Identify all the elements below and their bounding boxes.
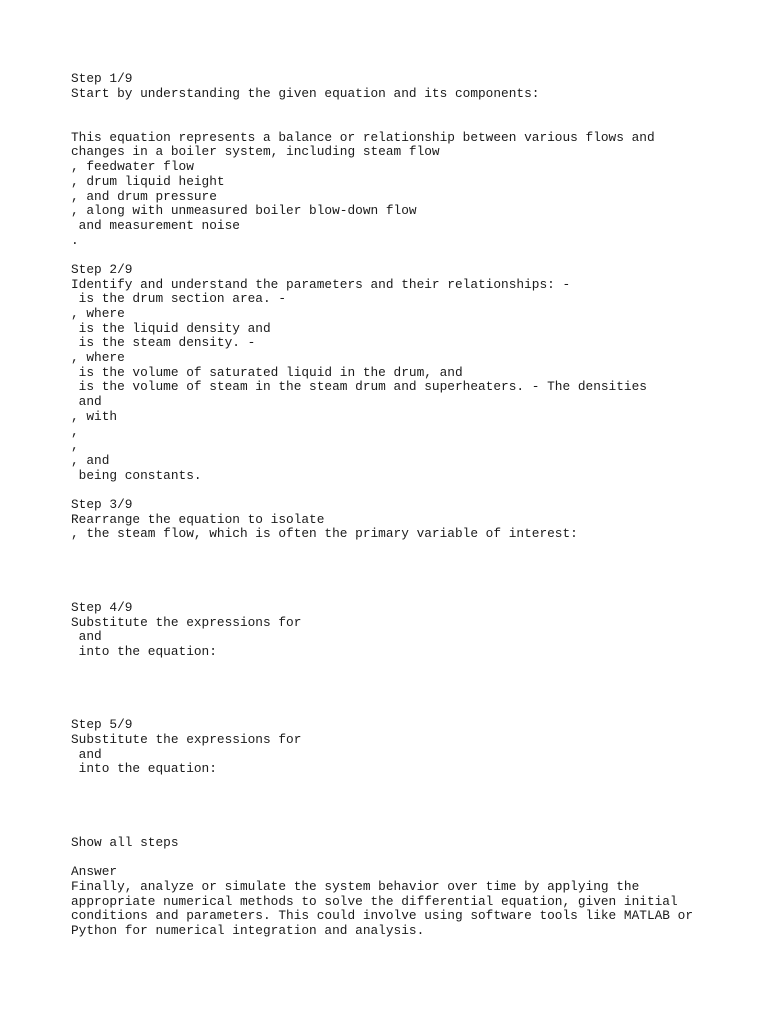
step-5-line: and bbox=[71, 746, 102, 762]
answer-line: Finally, analyze or simulate the system behavior over time by applying the bbox=[71, 878, 640, 894]
step-2-line: and bbox=[71, 394, 102, 410]
step-2-line: , bbox=[71, 438, 79, 454]
solution-document bbox=[71, 72, 751, 939]
answer-heading: Answer bbox=[71, 864, 118, 880]
step-1-intro: Start by understanding the given equation and its components: bbox=[71, 85, 540, 101]
step-2-line: , bbox=[71, 423, 79, 439]
step-2-line: is the liquid density and bbox=[71, 320, 271, 336]
step-1-line: , and drum pressure bbox=[71, 188, 217, 204]
step-1-line: changes in a boiler system, including steam flow bbox=[71, 144, 440, 160]
step-1-line: and measurement noise bbox=[71, 217, 240, 233]
section-gap bbox=[71, 483, 751, 498]
section-gap bbox=[71, 248, 751, 263]
step-1-line: . bbox=[71, 232, 79, 248]
answer-section bbox=[71, 865, 751, 938]
step-4-heading: Step 4/9 bbox=[71, 599, 133, 615]
step-3-line: Rearrange the equation to isolate bbox=[71, 511, 325, 527]
step-1-heading: Step 1/9 bbox=[71, 71, 133, 86]
step-2-line: is the volume of saturated liquid in the drum, and bbox=[71, 364, 463, 380]
step-2-line: is the drum section area. - bbox=[71, 291, 287, 307]
step-5-line: Substitute the expressions for bbox=[71, 732, 302, 748]
equation-placeholder bbox=[71, 101, 751, 130]
answer-line: conditions and parameters. This could involve using software tools like MATLAB or bbox=[71, 908, 694, 924]
step-2-line: , with bbox=[71, 408, 118, 424]
step-4-line: into the equation: bbox=[71, 643, 217, 659]
step-2-line: Identify and understand the parameters and their relationships: - bbox=[71, 276, 571, 292]
step-4-line: and bbox=[71, 629, 102, 645]
section-gap bbox=[71, 851, 751, 866]
step-1-line: , feedwater flow bbox=[71, 159, 194, 175]
step-2-line: , where bbox=[71, 350, 125, 366]
answer-line: appropriate numerical methods to solve the differential equation, given initial bbox=[71, 893, 678, 909]
step-2-section bbox=[71, 263, 751, 483]
show-all-steps-link[interactable]: Show all steps bbox=[71, 834, 179, 850]
equation-placeholder bbox=[71, 777, 751, 836]
equation-placeholder bbox=[71, 660, 751, 719]
step-2-line: , where bbox=[71, 306, 125, 322]
step-2-line: being constants. bbox=[71, 467, 202, 483]
step-2-line: , and bbox=[71, 452, 110, 468]
step-1-line: , along with unmeasured boiler blow-down flow bbox=[71, 203, 417, 219]
equation-placeholder bbox=[71, 542, 751, 601]
step-3-section bbox=[71, 498, 751, 601]
step-2-heading: Step 2/9 bbox=[71, 261, 133, 277]
step-2-line: is the steam density. - bbox=[71, 335, 256, 351]
step-1-section bbox=[71, 72, 751, 248]
step-5-section bbox=[71, 718, 751, 836]
step-4-line: Substitute the expressions for bbox=[71, 614, 302, 630]
step-3-heading: Step 3/9 bbox=[71, 496, 133, 512]
answer-line: Python for numerical integration and analysis. bbox=[71, 923, 425, 939]
step-3-line: , the steam flow, which is often the primary variable of interest: bbox=[71, 526, 578, 542]
step-2-line: is the volume of steam in the steam drum and superheaters. - The densities bbox=[71, 379, 647, 395]
step-4-section bbox=[71, 601, 751, 719]
step-5-line: into the equation: bbox=[71, 761, 217, 777]
step-1-line: , drum liquid height bbox=[71, 173, 225, 189]
step-5-heading: Step 5/9 bbox=[71, 717, 133, 733]
step-1-line: This equation represents a balance or relationship between various flows and bbox=[71, 129, 655, 145]
